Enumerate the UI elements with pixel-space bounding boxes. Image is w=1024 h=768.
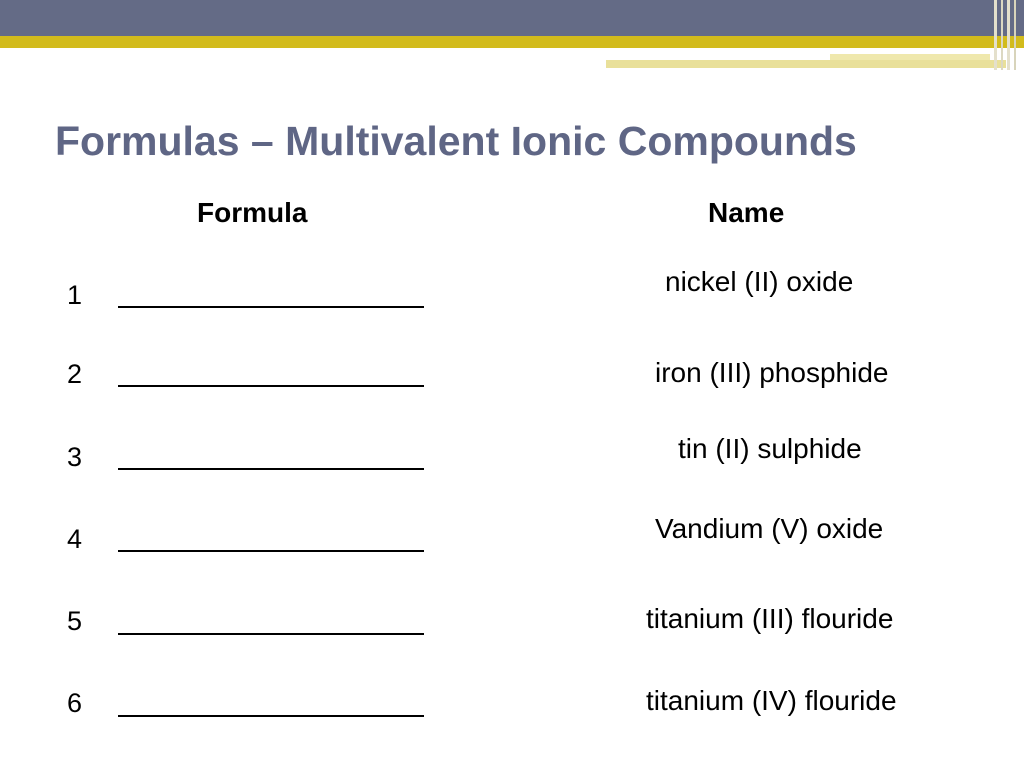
formula-blank-line bbox=[118, 633, 424, 635]
compound-name: Vandium (V) oxide bbox=[655, 513, 884, 544]
name-column-header: Name bbox=[708, 197, 785, 228]
compound-name: titanium (IV) flouride bbox=[646, 685, 897, 716]
decor-stripe bbox=[1007, 0, 1010, 70]
compound-name: iron (III) phosphide bbox=[655, 357, 889, 388]
formula-blank-line bbox=[118, 468, 424, 470]
row-number: 4 bbox=[67, 524, 83, 554]
row-number: 6 bbox=[67, 688, 83, 718]
row-number: 3 bbox=[67, 442, 83, 472]
slide-title: Formulas – Multivalent Ionic Compounds bbox=[55, 118, 857, 164]
formula-blank-line bbox=[118, 715, 424, 717]
compound-name: tin (II) sulphide bbox=[678, 433, 862, 464]
accent-line bbox=[606, 60, 1006, 68]
accent-band bbox=[0, 36, 1024, 48]
row-number: 5 bbox=[67, 606, 83, 636]
row-number: 2 bbox=[67, 359, 83, 389]
formula-blank-line bbox=[118, 306, 424, 308]
accent-line-short bbox=[830, 54, 990, 60]
compound-name: nickel (II) oxide bbox=[665, 266, 854, 297]
formula-blank-line bbox=[118, 385, 424, 387]
compound-name: titanium (III) flouride bbox=[646, 603, 894, 634]
formula-blank-line bbox=[118, 550, 424, 552]
header-band bbox=[0, 0, 1024, 36]
decor-stripe bbox=[994, 0, 997, 70]
row-number: 1 bbox=[67, 280, 83, 310]
decor-stripe bbox=[1014, 0, 1016, 70]
decor-stripe bbox=[1001, 0, 1003, 70]
formula-column-header: Formula bbox=[197, 197, 308, 228]
